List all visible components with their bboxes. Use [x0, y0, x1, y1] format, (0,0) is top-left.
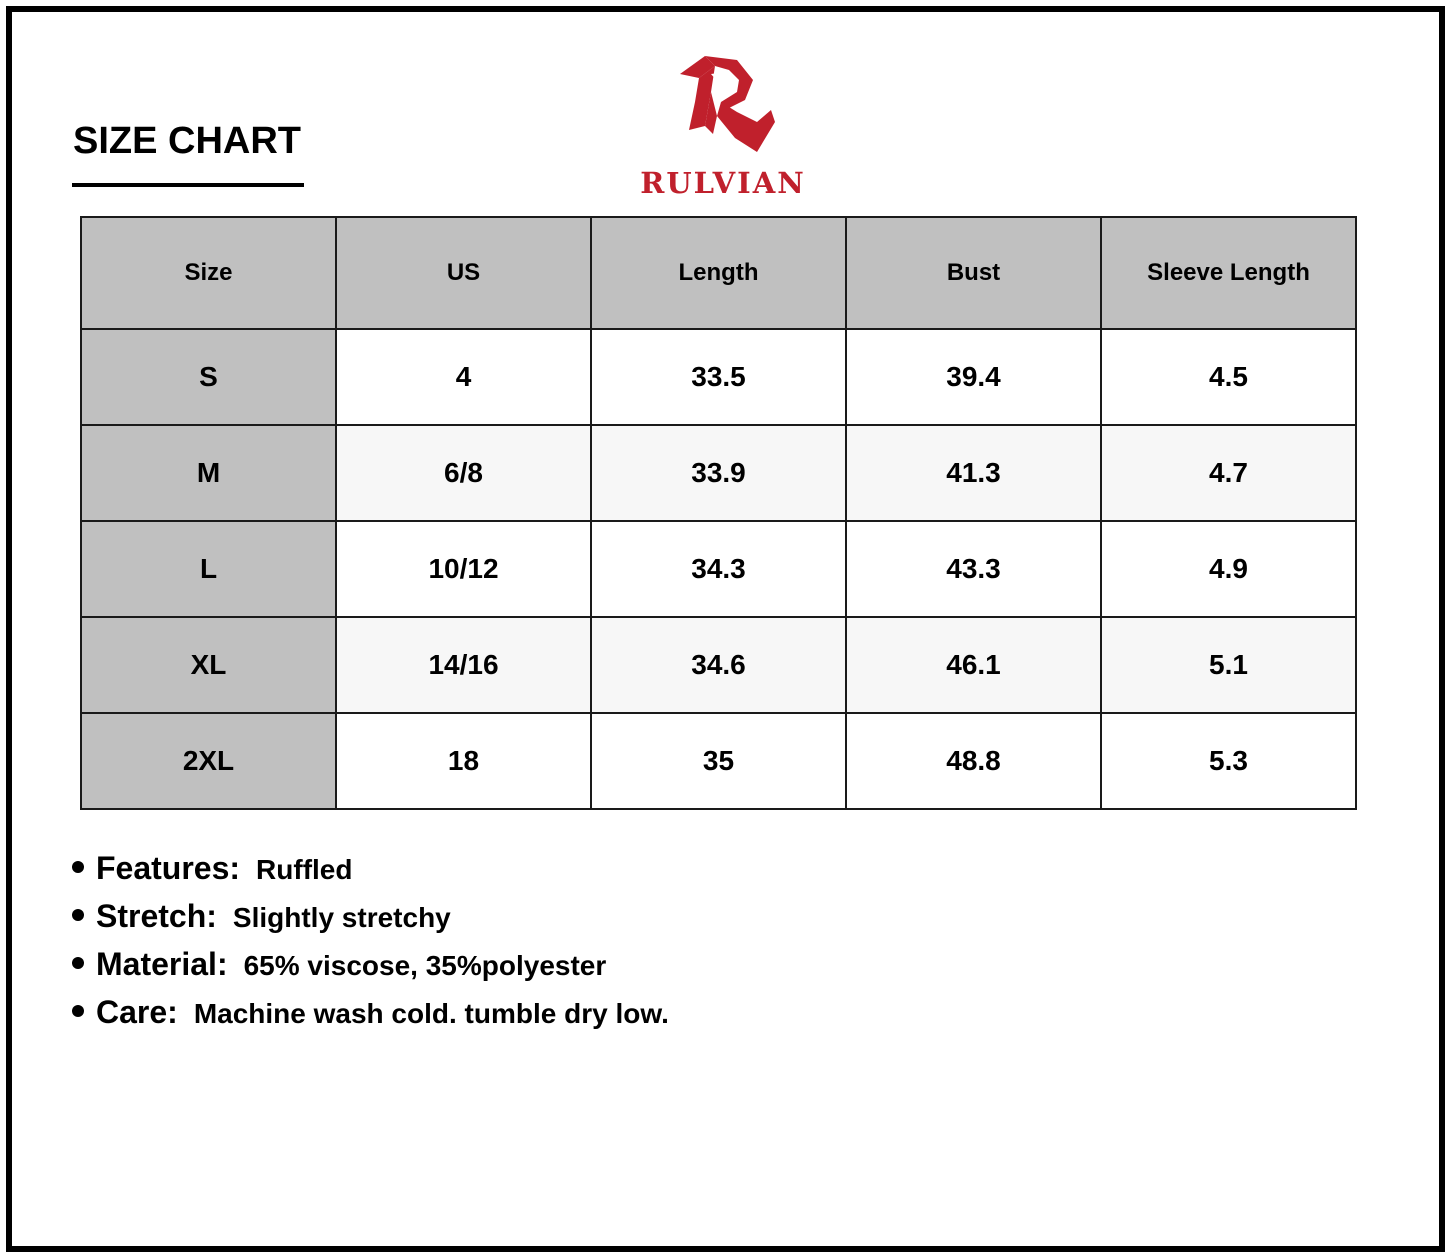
brand-r-icon	[675, 52, 775, 162]
spec-label: Material:	[96, 946, 228, 982]
cell-us: 14/16	[336, 617, 591, 713]
spec-value: Slightly stretchy	[232, 902, 451, 933]
cell-sleeve-length: 4.5	[1101, 329, 1356, 425]
spec-material	[72, 946, 669, 994]
cell-size: 2XL	[81, 713, 336, 809]
cell-us: 4	[336, 329, 591, 425]
cell-size: L	[81, 521, 336, 617]
bullet-icon	[72, 1005, 84, 1017]
cell-length: 35	[591, 713, 846, 809]
cell-length: 34.3	[591, 521, 846, 617]
header-bust: Bust	[846, 217, 1101, 329]
cell-bust: 39.4	[846, 329, 1101, 425]
spec-features	[72, 850, 669, 898]
brand-logo	[625, 50, 825, 200]
spec-value: Ruffled	[256, 854, 353, 885]
cell-sleeve-length: 4.9	[1101, 521, 1356, 617]
bullet-icon	[72, 861, 84, 873]
header-size: Size	[81, 217, 336, 329]
cell-us: 18	[336, 713, 591, 809]
spec-label: Features:	[96, 850, 241, 886]
spec-care	[72, 994, 669, 1042]
cell-bust: 48.8	[846, 713, 1101, 809]
table-row	[81, 617, 1356, 713]
table-row	[81, 713, 1356, 809]
cell-sleeve-length: 5.1	[1101, 617, 1356, 713]
cell-sleeve-length: 5.3	[1101, 713, 1356, 809]
cell-size: XL	[81, 617, 336, 713]
bullet-icon	[72, 909, 84, 921]
header-length: Length	[591, 217, 846, 329]
header-us: US	[336, 217, 591, 329]
cell-sleeve-length: 4.7	[1101, 425, 1356, 521]
brand-wordmark: RULVIAN	[640, 166, 806, 200]
table-row	[81, 329, 1356, 425]
cell-bust: 41.3	[846, 425, 1101, 521]
cell-bust: 43.3	[846, 521, 1101, 617]
spec-stretch	[72, 898, 669, 946]
cell-us: 6/8	[336, 425, 591, 521]
cell-size: S	[81, 329, 336, 425]
spec-value: 65% viscose, 35%polyester	[243, 950, 607, 981]
table-row	[81, 425, 1356, 521]
cell-length: 34.6	[591, 617, 846, 713]
product-specs	[72, 850, 669, 1042]
table-row	[81, 521, 1356, 617]
cell-us: 10/12	[336, 521, 591, 617]
bullet-icon	[72, 957, 84, 969]
spec-value: Machine wash cold. tumble dry low.	[193, 998, 669, 1029]
cell-length: 33.9	[591, 425, 846, 521]
table-header-row	[81, 217, 1356, 329]
cell-size: M	[81, 425, 336, 521]
spec-label: Stretch:	[96, 898, 217, 934]
cell-bust: 46.1	[846, 617, 1101, 713]
header-sleeve-length: Sleeve Length	[1101, 217, 1356, 329]
spec-label: Care:	[96, 994, 178, 1030]
page-title: SIZE CHART	[73, 120, 301, 162]
size-table	[80, 216, 1357, 810]
title-underline	[72, 183, 304, 187]
cell-length: 33.5	[591, 329, 846, 425]
